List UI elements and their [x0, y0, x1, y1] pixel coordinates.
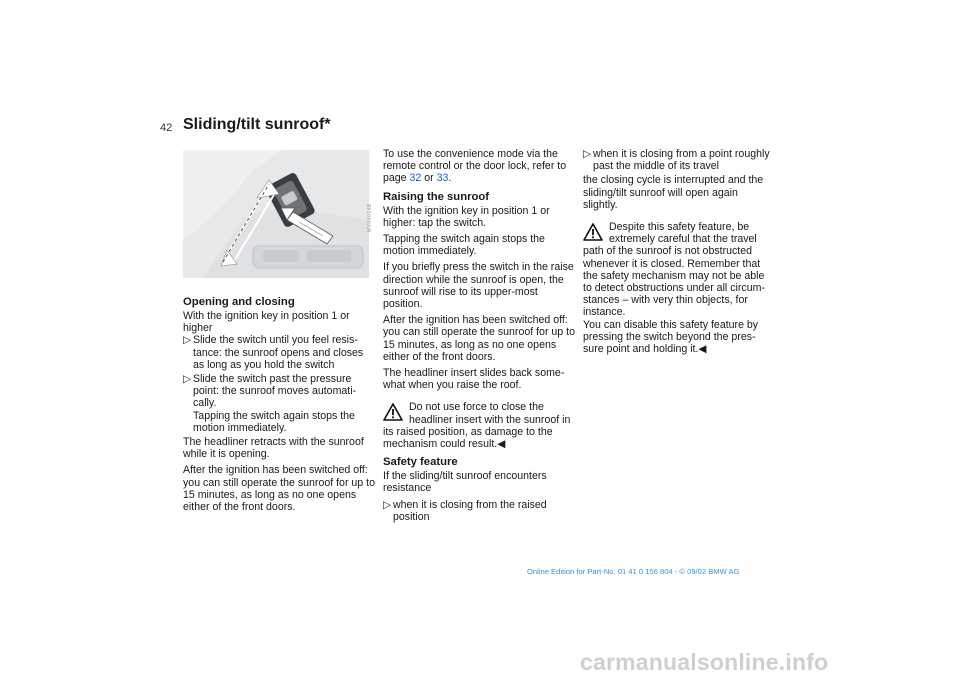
watermark: carmanualsonline.info: [580, 649, 829, 675]
bullet-arrow-icon: ▷: [583, 148, 592, 160]
list-item: ▷ Slide the switch past the pressure point: the sunroof moves automati-cally. Tapping the switch again stops the motion immediately.: [183, 373, 357, 434]
page-link-32[interactable]: 32: [409, 172, 422, 185]
page-number: 42: [160, 122, 173, 134]
paragraph: If you briefly press the switch in the raise direction while the sunroof is open, the sunroof will rise to its upper-most position.: [383, 261, 574, 311]
list-item: ▷ when it is closing from a point roughly past the middle of its travel: [583, 148, 770, 173]
column-3: [583, 148, 775, 361]
page-title: Sliding/tilt sunroof*: [183, 116, 331, 133]
paragraph: the closing cycle is interrupted and the sliding/tilt sunroof will open again slightly.: [583, 174, 764, 211]
paragraph: Tapping the switch again stops the motion immediately.: [383, 233, 545, 258]
bullet-arrow-icon: ▷: [183, 334, 192, 347]
bullet-arrow-icon: ▷: [383, 498, 392, 511]
column-2: [383, 148, 575, 525]
warning-triangle-icon: [383, 403, 403, 421]
sunroof-switch-illustration: [183, 150, 369, 278]
heading-safety-feature: Safety feature: [383, 456, 458, 469]
paragraph: If the sliding/tilt sunroof encounters resistance: [383, 470, 547, 495]
paragraph: The headliner retracts with the sunroof while it is opening.: [183, 436, 364, 461]
column-1: [183, 296, 375, 517]
list-item: ▷ when it is closing from the raised position: [383, 498, 547, 523]
page-link-33[interactable]: 33: [436, 172, 449, 185]
paragraph: With the ignition key in position 1 or higher: [183, 310, 350, 335]
warning-note: Do not use force to close the headliner insert with the sunroof in its raised position, as damage to the mechanism could result.◀: [383, 401, 571, 451]
paragraph: With the ignition key in position 1 or higher: tap the switch.: [383, 204, 550, 229]
heading-opening-closing: Opening and closing: [183, 296, 295, 308]
list-item: ▷ Slide the switch until you feel resis-tance: the sunroof opens and closes as long as you hold the switch: [183, 334, 364, 371]
paragraph: After the ignition has been switched off: you can still operate the sunroof for up to 15 minutes, as long as no one opens either of the front doors.: [183, 464, 375, 514]
paragraph: To use the convenience mode via the remote control or the door lock, refer to page 32 or 33.: [383, 148, 567, 185]
figure-code: MV04014B: [367, 203, 373, 232]
bullet-arrow-icon: ▷: [183, 373, 192, 386]
heading-raising-sunroof: Raising the sunroof: [383, 190, 490, 203]
paragraph: After the ignition has been switched off: you can still operate the sunroof for up to 15 minutes, as long as no one opens either of the front doors.: [383, 314, 575, 363]
warning-note: Despite this safety feature, be extremely careful that the travel path of the sunroof is not obstructed whenever it is closed. Remember that the safety mechanism may not be able to detect obstructions under all circum-stances – with very thin objects, for instance. You can disable this safety feature by pressing the switch beyond the pres-sure point and holding it.◀: [583, 221, 765, 356]
warning-triangle-icon: [583, 223, 603, 241]
paragraph: The headliner insert slides back some-what when you raise the roof.: [383, 367, 565, 392]
footer-edition-note: Online Edition for Part-No. 01 41 0 156 804 - © 09/02 BMW AG: [527, 567, 740, 576]
